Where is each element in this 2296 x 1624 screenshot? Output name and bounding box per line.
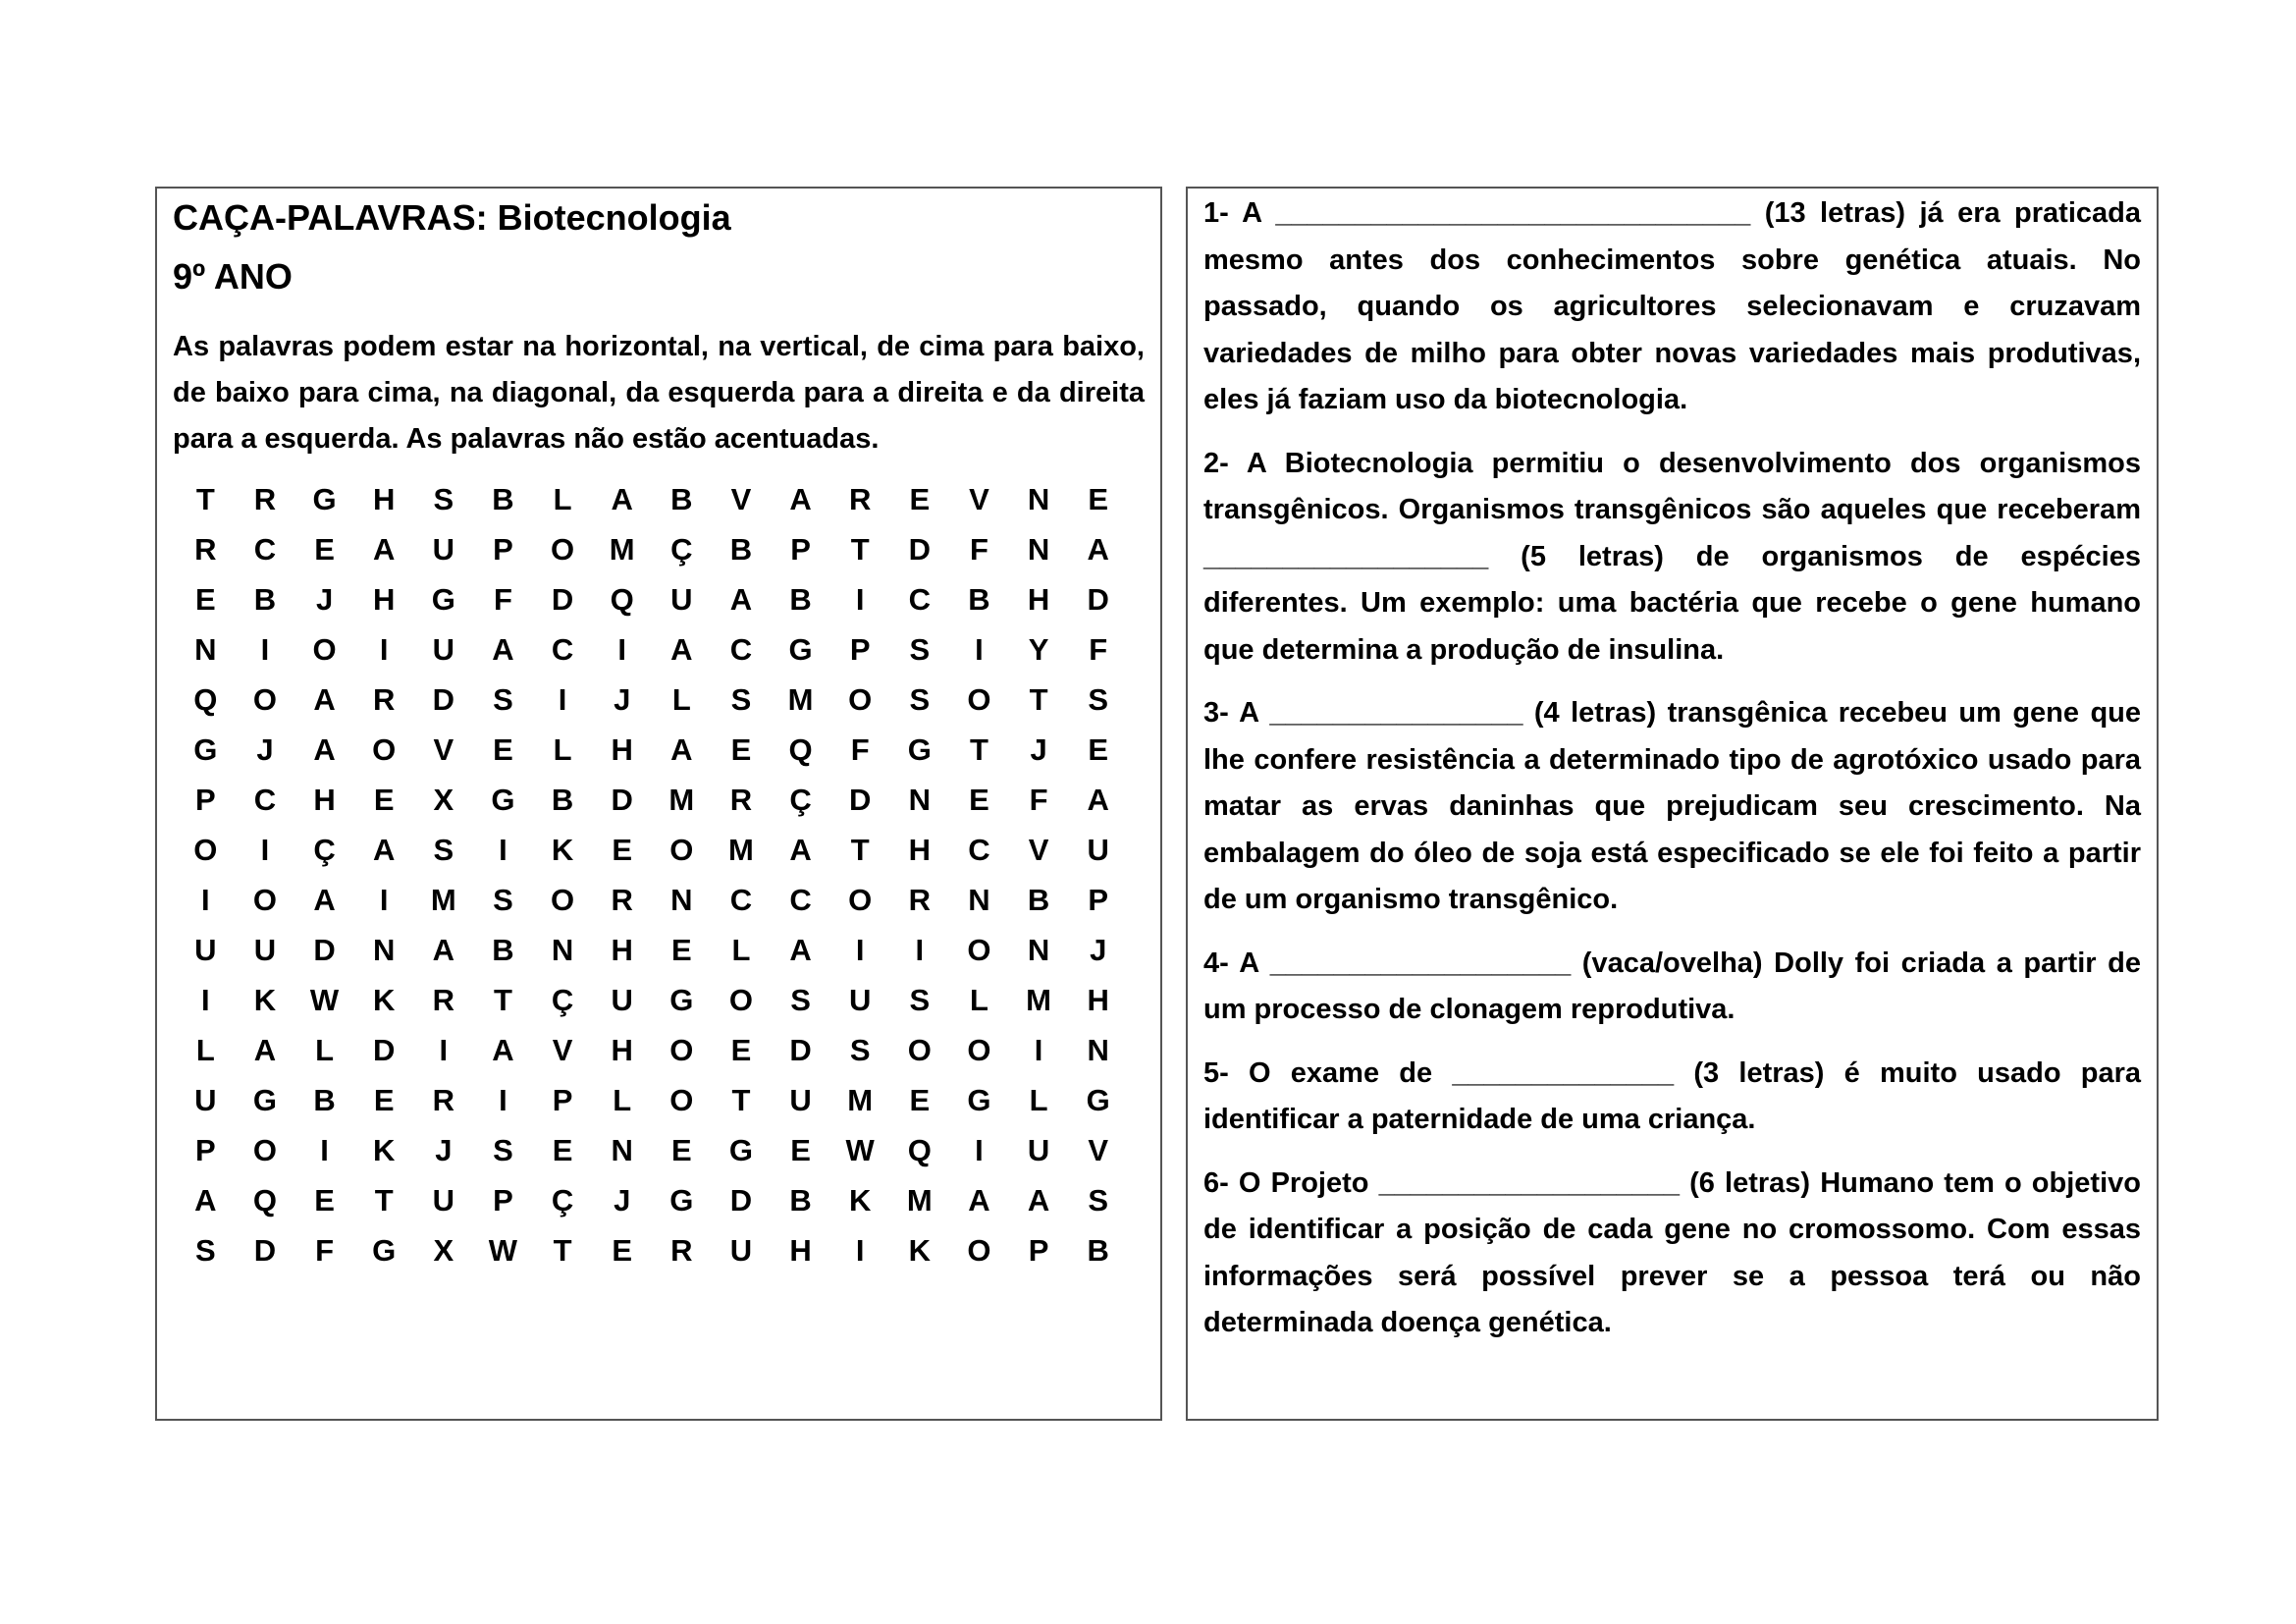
- grid-letter: J: [1090, 933, 1107, 967]
- grid-letter: H: [611, 732, 633, 767]
- grid-letter: W: [488, 1233, 518, 1268]
- grid-letter: M: [1026, 983, 1051, 1017]
- grid-letter: J: [315, 582, 334, 617]
- grid-letter: E: [1088, 732, 1109, 767]
- grid-letter: P: [493, 1183, 513, 1218]
- grid-letter: A: [729, 582, 753, 617]
- grid-letter: V: [1088, 1133, 1109, 1167]
- question-text-after: (3 letras) é muito usado para identificar a paternidade de uma criança.: [1203, 1056, 2142, 1135]
- grid-letter: E: [670, 1133, 692, 1167]
- grid-letter: A: [611, 482, 633, 516]
- letter-grid: [176, 474, 1128, 1275]
- grid-letter: K: [551, 833, 574, 867]
- grid-letter: U: [194, 1083, 217, 1117]
- grid-letter: O: [669, 1083, 694, 1117]
- grid-letter: A: [492, 1033, 514, 1067]
- grid-letter: A: [789, 833, 812, 867]
- grid-letter: F: [850, 732, 870, 767]
- grid-letter: A: [194, 1183, 217, 1218]
- grid-letter: D: [313, 933, 336, 967]
- grid-letter: A: [1087, 532, 1109, 567]
- grid-letter: T: [553, 1233, 572, 1268]
- grid-letter: N: [1027, 482, 1050, 516]
- grid-letter: K: [908, 1233, 931, 1268]
- grid-letter: N: [670, 883, 693, 917]
- question-1: [1203, 190, 2141, 424]
- grid-letter: S: [909, 983, 931, 1017]
- grid-letter: G: [312, 482, 337, 516]
- grid-letter: N: [908, 783, 931, 817]
- grid-letter: H: [908, 833, 931, 867]
- grid-letter: S: [433, 482, 454, 516]
- grid-letter: E: [730, 732, 752, 767]
- grid-letter: P: [849, 632, 871, 667]
- grid-letter: W: [845, 1133, 875, 1167]
- grid-letter: Q: [907, 1133, 932, 1167]
- answer-blank[interactable]: ______________________________: [1275, 197, 1751, 229]
- grid-letter: A: [492, 632, 514, 667]
- grid-letter: I: [320, 1133, 329, 1167]
- grid-letter: O: [967, 1233, 991, 1268]
- grid-letter: J: [1030, 732, 1047, 767]
- grid-letter: O: [967, 933, 991, 967]
- grid-letter: O: [312, 632, 337, 667]
- grid-letter: U: [1087, 833, 1109, 867]
- grid-letter: Ç: [313, 833, 336, 867]
- answer-blank[interactable]: ___________________: [1269, 947, 1572, 979]
- grid-letter: U: [432, 532, 454, 567]
- grid-letter: K: [372, 1133, 396, 1167]
- grid-letter: Q: [788, 732, 813, 767]
- grid-letter: S: [493, 682, 513, 717]
- grid-letter: H: [313, 783, 336, 817]
- grid-letter: B: [253, 582, 277, 617]
- grid-letter: O: [967, 1033, 991, 1067]
- grid-letter: C: [908, 582, 931, 617]
- grid-letter: B: [551, 783, 574, 817]
- grid-letter: E: [612, 833, 633, 867]
- grid-letter: S: [790, 983, 811, 1017]
- grid-letter: S: [909, 632, 931, 667]
- grid-letter: M: [609, 532, 635, 567]
- grid-letter: B: [789, 582, 812, 617]
- grid-letter: Ç: [789, 783, 812, 817]
- grid-letter: A: [432, 933, 454, 967]
- grid-letter: E: [314, 1183, 335, 1218]
- grid-letter: S: [493, 1133, 513, 1167]
- grid-letter: R: [194, 532, 217, 567]
- grid-letter: R: [670, 1233, 693, 1268]
- grid-letter: U: [611, 983, 633, 1017]
- grid-letter: O: [372, 732, 397, 767]
- grid-letter: T: [731, 1083, 751, 1117]
- grid-letter: I: [855, 933, 865, 967]
- grid-letter: G: [252, 1083, 277, 1117]
- grid-letter: J: [435, 1133, 453, 1167]
- grid-letter: B: [670, 482, 693, 516]
- question-5: [1203, 1051, 2141, 1144]
- grid-letter: X: [433, 783, 454, 817]
- grid-letter: M: [430, 883, 456, 917]
- grid-letter: C: [551, 632, 574, 667]
- grid-letter: R: [848, 482, 872, 516]
- grid-letter: W: [309, 983, 340, 1017]
- grid-letter: I: [439, 1033, 449, 1067]
- grid-letter: R: [908, 883, 931, 917]
- grid-letter: H: [372, 482, 396, 516]
- grid-letter: G: [788, 632, 813, 667]
- grid-letter: A: [313, 732, 336, 767]
- grid-letter: I: [975, 1133, 984, 1167]
- grid-letter: P: [1088, 883, 1109, 917]
- grid-letter: A: [313, 682, 336, 717]
- grid-letter: A: [253, 1033, 277, 1067]
- grid-letter: U: [848, 983, 872, 1017]
- grid-letter: N: [372, 933, 396, 967]
- grid-letter: T: [195, 482, 215, 516]
- grid-letter: U: [1027, 1133, 1050, 1167]
- grid-letter: V: [552, 1033, 573, 1067]
- grid-letter: E: [670, 933, 692, 967]
- answer-blank[interactable]: __________________: [1203, 540, 1489, 572]
- grid-letter: A: [670, 632, 693, 667]
- grid-letter: P: [194, 1133, 216, 1167]
- question-text-after: (5 letras) de organismos de espécies diferentes. Um exemplo: uma bactéria que recebe o gene humano que determina a produção de insulina.: [1203, 540, 2141, 666]
- grid-letter: E: [612, 1233, 633, 1268]
- question-text-after: (13 letras) já era praticada mesmo antes dos conhecimentos sobre genética atuais. No passado, quando os agricultores selecionavam e cruzavam variedades de milho para obter novas variedades mais produtivas, eles já faziam uso da biotecnologia.: [1203, 197, 2141, 415]
- grid-letter: R: [611, 883, 633, 917]
- grid-letter: D: [908, 532, 931, 567]
- question-text-after: (vaca/ovelha) Dolly foi criada a partir de um processo de clonagem reprodutiva.: [1203, 947, 2141, 1025]
- title-text: CAÇA-PALAVRAS: Biotecnologia: [173, 197, 731, 238]
- grid-letter: S: [909, 682, 931, 717]
- grid-letter: G: [372, 1233, 397, 1268]
- grid-letter: L: [1029, 1083, 1048, 1117]
- grid-letter: S: [849, 1033, 871, 1067]
- grid-letter: D: [372, 1033, 396, 1067]
- grid-letter: G: [967, 1083, 991, 1117]
- grid-letter: A: [313, 883, 336, 917]
- grid-letter: O: [252, 682, 277, 717]
- grid-letter: O: [848, 682, 873, 717]
- grid-letter: C: [789, 883, 812, 917]
- grid-letter: A: [372, 532, 396, 567]
- grid-letter: X: [433, 1233, 454, 1268]
- grid-letter: T: [850, 532, 870, 567]
- grid-letter: M: [668, 783, 695, 817]
- questions-list: [1203, 190, 2141, 1347]
- grid-letter: U: [729, 1233, 753, 1268]
- grid-letter: M: [847, 1083, 874, 1117]
- grid-letter: V: [1028, 833, 1049, 867]
- answer-blank[interactable]: ________________: [1269, 697, 1523, 729]
- grid-letter: J: [256, 732, 274, 767]
- grid-letter: B: [1027, 883, 1050, 917]
- question-text-after: (4 letras) transgênica recebeu um gene que lhe confere resistência a determinado tipo de agrotóxico usado para matar as ervas daninhas que prejudicam seu crescimento. Na embalagem do óleo de soja está especificado se ele foi feito a partir de um organismo transgênico.: [1203, 697, 2141, 915]
- grid-letter: D: [432, 682, 454, 717]
- grid-letter: O: [551, 883, 575, 917]
- grid-letter: L: [553, 732, 572, 767]
- grid-letter: F: [1029, 783, 1048, 817]
- grid-letter: I: [201, 883, 210, 917]
- grid-letter: E: [909, 482, 931, 516]
- grid-letter: D: [729, 1183, 753, 1218]
- grid-letter: T: [850, 833, 870, 867]
- grid-letter: M: [787, 682, 814, 717]
- grid-letter: I: [975, 632, 984, 667]
- grid-letter: I: [915, 933, 925, 967]
- grid-letter: U: [432, 1183, 454, 1218]
- grid-letter: N: [968, 883, 990, 917]
- grid-letter: A: [1087, 783, 1109, 817]
- grid-letter: N: [1027, 933, 1050, 967]
- grid-letter: G: [491, 783, 515, 817]
- grid-letter: I: [201, 983, 210, 1017]
- grid-letter: Q: [610, 582, 634, 617]
- grid-letter: I: [379, 883, 389, 917]
- grid-letter: C: [729, 632, 753, 667]
- grid-letter: E: [969, 783, 989, 817]
- question-3: [1203, 690, 2141, 924]
- grid-letter: I: [617, 632, 626, 667]
- grid-letter: S: [433, 833, 454, 867]
- grid-letter: D: [611, 783, 633, 817]
- question-text-before: 6- O Projeto: [1203, 1166, 1379, 1199]
- grid-letter: Ç: [551, 983, 574, 1017]
- grid-letter: F: [1089, 632, 1108, 667]
- grid-letter: V: [969, 482, 989, 516]
- grid-letter: O: [252, 1133, 277, 1167]
- word-search-panel: [155, 187, 1162, 1421]
- answer-blank[interactable]: ___________________: [1378, 1166, 1681, 1199]
- grid-letter: D: [848, 783, 872, 817]
- grid-letter: A: [372, 833, 396, 867]
- grid-letter: B: [1087, 1233, 1109, 1268]
- grid-letter: T: [493, 983, 512, 1017]
- grid-letter: H: [1087, 983, 1109, 1017]
- grid-letter: O: [728, 983, 753, 1017]
- grid-letter: I: [1034, 1033, 1043, 1067]
- grid-letter: N: [194, 632, 217, 667]
- grid-letter: U: [253, 933, 277, 967]
- grid-letter: E: [314, 532, 335, 567]
- grid-letter: B: [492, 482, 514, 516]
- grid-letter: F: [493, 582, 512, 617]
- grid-letter: J: [614, 682, 631, 717]
- questions-panel: [1186, 187, 2159, 1421]
- grid-letter: T: [969, 732, 988, 767]
- grid-letter: O: [193, 833, 218, 867]
- grid-letter: I: [855, 1233, 865, 1268]
- grid-letter: B: [313, 1083, 336, 1117]
- grid-letter: I: [855, 582, 865, 617]
- grid-letter: D: [253, 1233, 277, 1268]
- grid-letter: U: [432, 632, 454, 667]
- grid-letter: B: [729, 532, 753, 567]
- grid-letter: F: [315, 1233, 335, 1268]
- grid-letter: O: [669, 833, 694, 867]
- grid-letter: U: [670, 582, 693, 617]
- grid-letter: P: [493, 532, 513, 567]
- grid-letter: K: [253, 983, 277, 1017]
- grid-letter: C: [729, 883, 753, 917]
- grid-letter: C: [968, 833, 990, 867]
- grid-letter: E: [730, 1033, 752, 1067]
- grid-letter: I: [499, 833, 507, 867]
- grid-letter: H: [789, 1233, 812, 1268]
- grid-letter: E: [1088, 482, 1109, 516]
- grid-letter: P: [194, 783, 216, 817]
- grid-letter: G: [907, 732, 932, 767]
- grid-letter: C: [253, 783, 277, 817]
- grid-letter: G: [431, 582, 455, 617]
- grid-letter: I: [499, 1083, 507, 1117]
- grid-letter: R: [729, 783, 753, 817]
- grid-letter: P: [1028, 1233, 1049, 1268]
- grid-letter: I: [379, 632, 389, 667]
- grid-letter: R: [253, 482, 277, 516]
- question-4: [1203, 941, 2141, 1034]
- grid-letter: H: [1027, 582, 1050, 617]
- grid-letter: D: [551, 582, 574, 617]
- grid-letter: C: [253, 532, 277, 567]
- grid-letter: Q: [252, 1183, 277, 1218]
- grid-letter: A: [789, 933, 812, 967]
- grid-letter: A: [968, 1183, 990, 1218]
- grid-letter: S: [194, 1233, 216, 1268]
- grid-letter: A: [789, 482, 812, 516]
- grid-letter: M: [728, 833, 754, 867]
- grid-letter: L: [731, 933, 751, 967]
- grid-letter: G: [669, 1183, 694, 1218]
- grid-letter: P: [552, 1083, 573, 1117]
- grid-letter: A: [1027, 1183, 1050, 1218]
- grid-letter: L: [553, 482, 572, 516]
- grid-letter: O: [551, 532, 575, 567]
- grid-letter: O: [848, 883, 873, 917]
- grid-letter: E: [194, 582, 216, 617]
- question-text-before: 1- A: [1203, 197, 1276, 229]
- grid-letter: V: [433, 732, 454, 767]
- question-text-before: 2- A Biotecnologia permitiu o desenvolvimento dos organismos transgênicos. Organismos transgênicos são aqueles que receberam: [1203, 447, 2141, 525]
- grid-letter: E: [790, 1133, 811, 1167]
- grid-letter: N: [551, 933, 574, 967]
- instructions-text: As palavras podem estar na horizontal, na vertical, de cima para baixo, de baixo para cima, na diagonal, da esquerda para a direita e da direita para a esquerda. As palavras não estão acentuadas.: [173, 331, 1145, 455]
- grid-letter: G: [193, 732, 218, 767]
- question-2: [1203, 441, 2141, 675]
- grid-letter: E: [552, 1133, 573, 1167]
- grid-letter: Y: [1028, 632, 1049, 667]
- grid-letter: B: [492, 933, 514, 967]
- grid-letter: V: [730, 482, 752, 516]
- grid-letter: E: [909, 1083, 931, 1117]
- grid-letter: O: [967, 682, 991, 717]
- grid-letter: T: [1029, 682, 1048, 717]
- grid-letter: O: [907, 1033, 932, 1067]
- grid-letter: I: [260, 833, 270, 867]
- grid-letter: G: [669, 983, 694, 1017]
- grid-letter: R: [432, 1083, 454, 1117]
- grade-text: 9º ANO: [173, 256, 293, 297]
- grid-letter: Q: [193, 682, 218, 717]
- grid-letter: G: [728, 1133, 753, 1167]
- grid-letter: S: [493, 883, 513, 917]
- grid-letter: N: [1087, 1033, 1109, 1067]
- grid-letter: A: [670, 732, 693, 767]
- grid-letter: R: [372, 682, 396, 717]
- grid-letter: U: [789, 1083, 812, 1117]
- worksheet-title: [173, 189, 1145, 306]
- grid-letter: H: [611, 1033, 633, 1067]
- grid-letter: O: [252, 883, 277, 917]
- grid-letter: D: [789, 1033, 812, 1067]
- grid-letter: U: [194, 933, 217, 967]
- grid-letter: E: [373, 783, 395, 817]
- grid-letter: N: [611, 1133, 633, 1167]
- answer-blank[interactable]: ______________: [1452, 1056, 1675, 1089]
- grid-letter: L: [969, 983, 988, 1017]
- grid-letter: S: [1088, 682, 1109, 717]
- grid-letter: H: [372, 582, 396, 617]
- question-text-before: 5- O exame de: [1203, 1056, 1453, 1089]
- grid-letter: D: [1087, 582, 1109, 617]
- grid-letter: S: [1088, 1183, 1109, 1218]
- grid-letter: I: [260, 632, 270, 667]
- grid-letter: L: [671, 682, 691, 717]
- grid-letter: S: [730, 682, 752, 717]
- grid-letter: Ç: [551, 1183, 574, 1218]
- grid-letter: L: [315, 1033, 335, 1067]
- grid-letter: E: [373, 1083, 395, 1117]
- grid-letter: K: [848, 1183, 872, 1218]
- grid-letter: T: [374, 1183, 394, 1218]
- question-6: [1203, 1161, 2141, 1347]
- grid-letter: N: [1027, 532, 1050, 567]
- grid-letter: L: [613, 1083, 632, 1117]
- grid-letter: P: [790, 532, 811, 567]
- grid-letter: J: [614, 1183, 631, 1218]
- grid-letter: O: [669, 1033, 694, 1067]
- grid-letter: Ç: [670, 532, 693, 567]
- grid-letter: M: [906, 1183, 933, 1218]
- grid-letter: R: [432, 983, 454, 1017]
- grid-letter: I: [558, 682, 567, 717]
- grid-letter: E: [493, 732, 513, 767]
- grid-letter: G: [1086, 1083, 1110, 1117]
- grid-letter: B: [789, 1183, 812, 1218]
- grid-letter: F: [969, 532, 988, 567]
- question-text-before: 3- A: [1203, 697, 1270, 729]
- grid-letter: B: [968, 582, 990, 617]
- question-text-before: 4- A: [1203, 947, 1270, 979]
- question-text-after: (6 letras) Humano tem o objetivo de identificar a posição de cada gene no cromossomo. Com essas informações será possível prever se a pessoa terá ou não determinada doença genética.: [1203, 1166, 2141, 1338]
- grid-letter: K: [372, 983, 396, 1017]
- grid-letter: L: [195, 1033, 215, 1067]
- grid-letter: H: [611, 933, 633, 967]
